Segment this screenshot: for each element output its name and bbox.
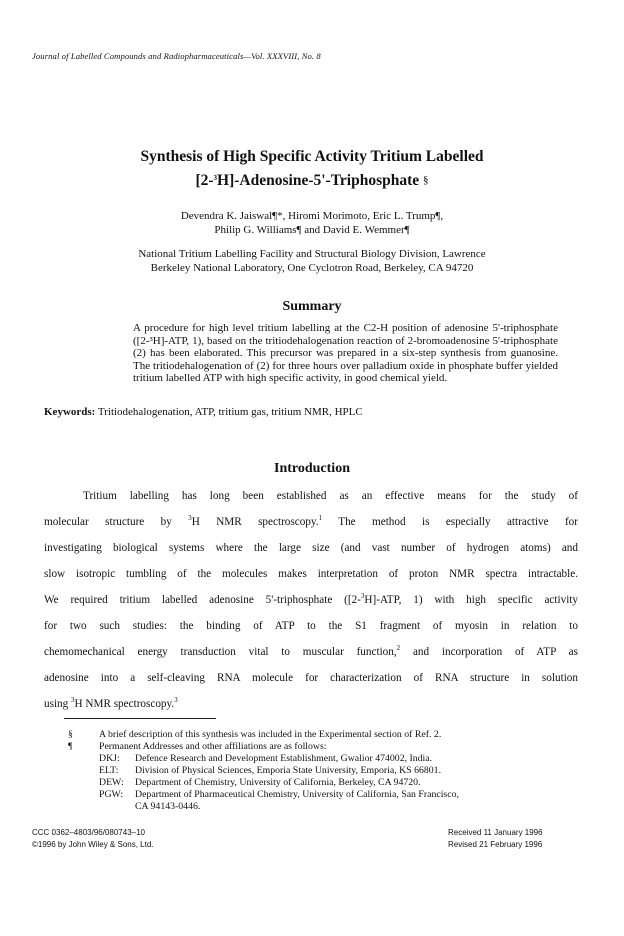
author-list: [0, 210, 624, 237]
reference-superscript: 2: [396, 644, 401, 652]
address-code: PGW:: [99, 789, 124, 800]
intro-text: H NMR spectroscopy.: [191, 516, 319, 528]
isotope-superscript: 3: [360, 592, 365, 600]
address-text: Department of Pharmaceutical Chemistry, University of California, San Francisco,: [135, 789, 459, 800]
affiliation-line-1: National Tritium Labelling Facility and Structural Biology Division, Lawrence: [138, 248, 486, 260]
address-pgw: [99, 789, 459, 801]
address-dew: [99, 777, 421, 789]
intro-text: H NMR spectroscopy.: [74, 698, 175, 710]
footnote-2-text: Permanent Addresses and other affiliations are as follows:: [99, 741, 327, 752]
footnote-mark-section: §: [68, 729, 73, 740]
paper-title-line-2: [0, 172, 624, 190]
keywords: [44, 406, 363, 418]
title-footnote-mark: §: [423, 174, 429, 186]
address-code: DEW:: [99, 777, 124, 788]
address-text: Defence Research and Development Establishment, Gwalior 474002, India.: [135, 753, 433, 764]
keywords-label: Keywords:: [44, 406, 96, 418]
address-text: Department of Chemistry, University of California, Berkeley, CA 94720.: [135, 777, 421, 788]
paper-title-line-1: Synthesis of High Specific Activity Tritium Labelled: [140, 148, 484, 165]
intro-line-8: adenosine into a self-cleaving RNA molecule for characterization of RNA structure in solution: [44, 672, 578, 684]
ccc-code: CCC 0362–4803/96/080743–10: [32, 828, 145, 837]
journal-header: Journal of Labelled Compounds and Radiopharmaceuticals—Vol. XXXVIII, No. 8: [32, 51, 321, 61]
footnote-mark-pilcrow: ¶: [68, 741, 73, 752]
reference-superscript: 1: [318, 514, 323, 522]
summary-abstract: [133, 322, 558, 385]
intro-line-9: [44, 697, 578, 711]
authors-line-1: Devendra K. Jaiswal¶*, Hiromi Morimoto, Eric L. Trump¶,: [180, 210, 444, 222]
intro-line-2: [44, 515, 578, 529]
address-elt: [99, 765, 441, 777]
title-isotope-superscript: 3: [213, 174, 218, 182]
intro-text: H]-ATP, 1) with high specific activity: [364, 594, 579, 606]
title-prefix: [2-: [195, 172, 214, 189]
footnote-divider: [64, 718, 216, 719]
intro-text: chemomechanical energy transduction vital to muscular function,: [44, 646, 397, 658]
address-code: ELT:: [99, 765, 119, 776]
reference-superscript: 3: [174, 696, 178, 704]
address-dkj: [99, 753, 432, 765]
keywords-text: Tritiodehalogenation, ATP, tritium gas, tritium NMR, HPLC: [97, 406, 363, 418]
authors-line-2: Philip G. Williams¶ and David E. Wemmer¶: [214, 223, 410, 236]
footnote-1-text: A brief description of this synthesis was included in the Experimental section of Ref. 2.: [99, 729, 442, 740]
intro-text: using: [44, 698, 72, 710]
title-compound: H]-Adenosine-5'-Triphosphate: [217, 172, 420, 189]
introduction-heading: Introduction: [274, 461, 350, 476]
intro-line-7: [44, 645, 578, 659]
address-text: Division of Physical Sciences, Emporia State University, Emporia, KS 66801.: [135, 765, 442, 776]
isotope-superscript: 3: [188, 514, 192, 522]
affiliation-line-2: Berkeley National Laboratory, One Cyclotron Road, Berkeley, CA 94720: [150, 261, 474, 274]
intro-text: The method is especially attractive for: [322, 516, 578, 528]
revised-date: Revised 21 February 1996: [448, 840, 543, 849]
summary-text: A procedure for high level tritium labelling at the C2-H position of adenosine 5'-triphosphate ([2-³H]-ATP, 1), based on the tritiodehalogenation reaction of 2-bromoadenosine 5'-triphosphate (2) has been elaborated. This precursor was prepared in a six-step synthesis from guanosine. The tritiodehalogenation of (2) for three hours over palladium oxide in phosphate buffer yielded tritium labelled ATP with high specific activity, in good chemical yield.: [133, 322, 558, 385]
intro-line-5: [44, 593, 578, 607]
received-date: Received 11 January 1996: [448, 828, 543, 837]
intro-text: We required tritium labelled adenosine 5'-triphosphate ([2-: [44, 594, 361, 606]
copyright: ©1996 by John Wiley & Sons, Ltd.: [32, 840, 154, 849]
intro-line-1: Tritium labelling has long been established as an effective means for the study of: [83, 490, 578, 502]
summary-heading: Summary: [282, 299, 342, 314]
intro-text: and incorporation of ATP as: [400, 646, 579, 658]
address-pgw-continued: CA 94143-0446.: [135, 801, 201, 812]
intro-text: molecular structure by: [44, 516, 189, 528]
intro-line-3: investigating biological systems where the large size (and vast number of hydrogen atoms) and: [44, 542, 578, 554]
intro-line-4: slow isotropic tumbling of the molecules makes interpretation of proton NMR spectra intractable.: [44, 568, 578, 580]
address-code: DKJ:: [99, 753, 120, 764]
affiliation: [0, 248, 624, 275]
intro-line-6: for two such studies: the binding of ATP to the S1 fragment of myosin in relation to: [44, 620, 578, 632]
isotope-superscript: 3: [71, 696, 75, 704]
